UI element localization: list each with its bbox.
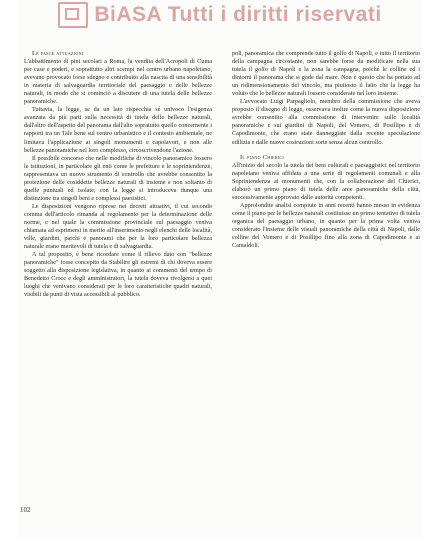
archive-logo-icon — [58, 2, 88, 28]
paragraph: Il possibile concorso che nelle modifiche di vincolo panoramico fossero le istituzioni, in particolare gli enti come le prefetture e le soprintendenze, rappresentava un nuovo strumento di controllo che avrebbe consentito la protezione delle cosiddette bellezze naturali di insieme e non soltanto di quelle puntuali ed isolate; con la legge si introduceva dunque una distinzione tra singoli beni e complessi paesistici. — [24, 154, 212, 202]
watermark-text: BiASA Tutti i diritti riservati — [94, 3, 382, 26]
paragraph: L'abbattimento di pini secolari a Roma, la vendita dell'Acropoli di Cuma per case e poderi, e soprattutto altri scempi nel centro urbano napoletano, avevano provocato forse sdegno e contribuito alla nascita di una sensibilità in materia di salvaguardia territoriale del paesaggio e delle bellezze naturali, in modo che si cominciò a discutere di una tutela delle bellezze panoramiche. — [24, 58, 212, 106]
paragraph: All'inizio del secolo la tutela dei beni culturali e paesaggistici nel territorio napoletano veniva affidata a una serie di regolamenti comunali e alla Soprintendenza ai monumenti che, con la collaborazione del Chierici, elaborò un primo piano di tutela delle aree panoramiche della città, successivamente approvato dalle autorità competenti. — [232, 161, 420, 201]
document-page — [18, 0, 422, 538]
section-heading-left: Le fasce attuazioni — [32, 50, 84, 57]
paragraph: Tuttavia, la legge, se da un lato rispecchia sé univoco l'esigenza avanzata da più parti sulla necessità di tutela delle bellezze naturali, dall'altro dell'aspetto del panorama dall'alto sopratutto quello concernente i rapporti tra un Tale bene sul centro urbanistico e il contesto ambientale, ne limitava l'applicazione ai singoli monumenti e capolavori, e non alle bellezze panoramiche nel loro complesso, circoscrivendone l'azione. — [24, 106, 212, 154]
paragraph: poli, panoramica che comprende tutto il golfo di Napoli, e tutto il territorio della campagna circostante, non sarebbe forse da modificare nella sua tutela il golfo di Napoli e la zona la campagna, poiché le colline ed i dintorni il panorama che si gode dal mare. Non è questo che ha portato ad un ridimensionamento del vincolo, ma piuttosto il fatto che la legge ha voluto che le bellezze naturali fossero considerate nel loro insieme. — [232, 50, 420, 98]
watermark-banner — [18, 2, 422, 28]
paragraph: L'avvocato Luigi Parpagliolo, membro della commissione che aveva proposto il disegno di legge, osservava inoltre come la nuova disposizione avrebbe consentito alla commissione di intervenire sulle località panoramiche e sui giardini di Napoli, del Vomero, di Posillipo e di Capodimonte, che erano state danneggiate dalla recente speculazione edilizia e dalle nuove costruzioni sorte senza alcun controllo. — [232, 98, 420, 146]
page-number: 102 — [20, 506, 31, 514]
right-column — [232, 50, 420, 250]
left-column — [24, 50, 212, 299]
paragraph: Approfondite analisi compiute in anni recenti hanno messo in evidenza come il piano per le bellezze naturali costituisse un primo tentativo di tutela organica del paesaggio urbano, in quanto per la prima volta veniva considerato l'insieme delle visuali panoramiche della città di Napoli, dalle colline del Vomero e di Posillipo fino alla zona di Capodimonte e ai Camaldoli. — [232, 201, 420, 250]
paragraph: A tal proposito, è bene ricordare come il rilievo dato con "bellezze panoramiche" fosse concepito da Stabilire gli estremi di chi doveva essere soggetto alla disposizione legislativa, in quanto ai commenti del tempo di Benedetto Croce e degli amministratori, la tutela doveva rivolgersi a quei luoghi che venivano considerati per le loro caratteristiche quadri naturali, visibili da punti di vista accessibili al pubblico. — [24, 251, 212, 299]
paragraph: Le disposizioni vengono riprese nei decreti attuativi, il cui secondo comma dell'articolo rimanda al regolamento per la determinazione delle norme, e nel quale la commissione provinciale sul paesaggio veniva chiamata ad esprimersi in merito all'inserimento negli elenchi delle località, ville, giardini, parchi e panorami che per la loro particolare bellezza naturale erano meritevoli di tutela e di salvaguardia. — [24, 202, 212, 251]
section-heading-right: Il piano Chierici — [240, 153, 285, 161]
